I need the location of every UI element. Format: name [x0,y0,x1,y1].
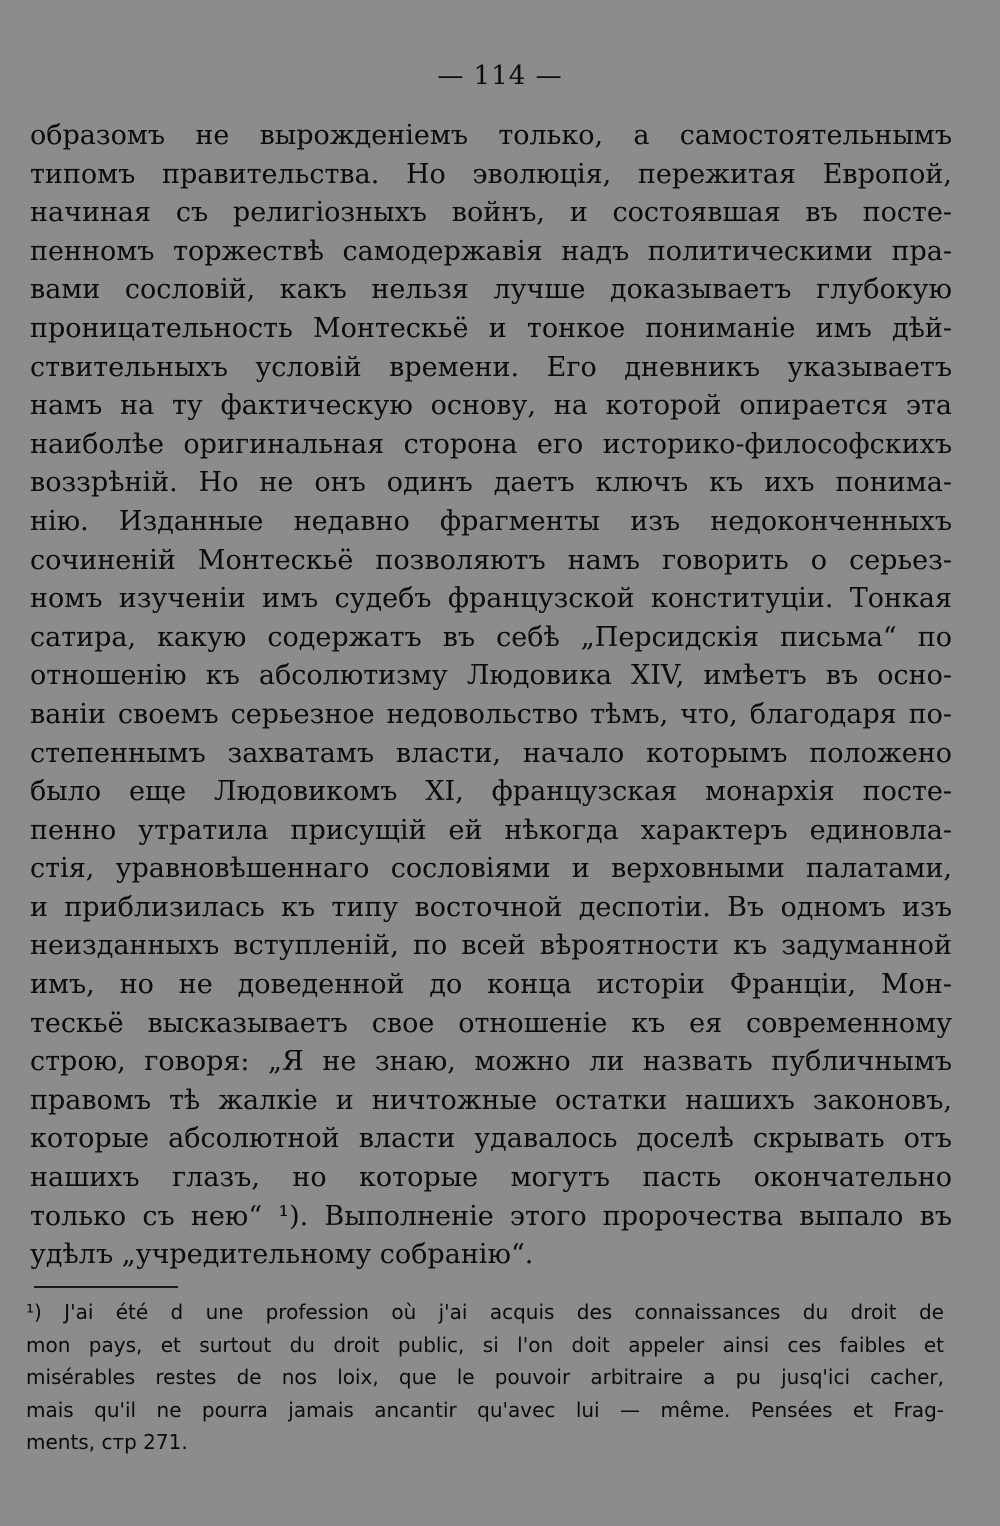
body-line: правомъ тѣ жалкіе и ничтожные остатки нашихъ законовъ, [30,1084,952,1116]
body-line: тескьё высказываетъ свое отношеніе къ ея современному [30,1007,952,1039]
body-line: степеннымъ захватамъ власти, начало которымъ положено [30,737,952,769]
body-line: было еще Людовикомъ XI, французская монархія посте- [30,776,952,808]
body-line: которые абсолютной власти удавалось доселѣ скрывать отъ [30,1123,952,1155]
body-line: образомъ не вырожденіемъ только, а самостоятельнымъ [30,120,952,151]
body-line: воззрѣній. Но не онъ одинъ даетъ ключъ къ ихъ понима- [30,467,952,499]
body-line: имъ, но не доведенной до конца исторіи Франціи, Мон- [30,969,952,1001]
body-line: и приблизилась къ типу восточной деспотіи. Въ одномъ изъ [30,891,952,923]
body-line: наиболѣе оригинальная сторона его историко-философскихъ [30,428,952,460]
body-line: номъ изученіи имъ судебъ французской конституціи. Тонкая [30,583,952,615]
body-line: типомъ правительства. Но эволюція, пережитая Европой, [30,158,952,190]
body-line: пенномъ торжествѣ самодержавія надъ политическими пра- [30,235,952,267]
body-line: ствительныхъ условій времени. Его дневникъ указываетъ [30,351,952,383]
body-line: нашихъ глазъ, но которые могутъ пасть окончательно [30,1162,952,1194]
body-line: намъ на ту фактическую основу, на которой опирается эта [30,390,952,422]
body-line: удѣлъ „учредительному собранію“. [30,1239,534,1271]
footnote [26,1296,944,1459]
footnote-divider [34,1286,178,1288]
footnote-line: misérables restes de nos loix, que le pouvoir arbitraire a pu jusq'ici cacher, [26,1365,944,1389]
body-line: проницательность Монтескьё и тонкое пониманіе имъ дѣй- [30,312,952,344]
body-line: отношенію къ абсолютизму Людовика XIV, имѣетъ въ осно- [30,660,952,692]
page-number: — 114 — [437,61,563,91]
footnote-line: ments, стр 271. [26,1430,188,1454]
footnote-line: mais qu'il ne pourra jamais ancantir qu'avec lui — même. Pensées et Frag- [26,1397,944,1422]
body-line: неизданныхъ вступленій, по всей вѣроятности къ задуманной [30,930,952,962]
footnote-line: ¹) J'ai été d une profession où j'ai acquis des connaissances du droit de [26,1300,944,1324]
body-line: стія, уравновѣшеннаго сословіями и верховными палатами, [30,853,952,885]
body-line: только съ нею“ ¹). Выполненіе этого пророчества выпало въ [30,1200,952,1232]
body-line: пенно утратила присущій ей нѣкогда характеръ единовла- [30,814,952,846]
body-text [30,117,952,1275]
body-line: вами сословій, какъ нельзя лучше доказываетъ глубокую [30,274,952,306]
body-line: сочиненій Монтескьё позволяютъ намъ говорить о серьез- [30,544,952,576]
body-line: начиная съ религіозныхъ войнъ, и состоявшая въ посте- [30,197,952,229]
body-line: ваніи своемъ серьезное недовольство тѣмъ, что, благодаря по- [30,698,952,730]
body-line: нію. Изданные недавно фрагменты изъ недоконченныхъ [30,505,952,537]
body-line: строю, говоря: „Я не знаю, можно ли назвать публичнымъ [30,1046,952,1078]
footnote-line: mon pays, et surtout du droit public, si l'on doit appeler ainsi ces faibles et [26,1332,944,1357]
body-line: сатира, какую содержатъ въ себѣ „Персидскія письма“ по [30,621,952,653]
